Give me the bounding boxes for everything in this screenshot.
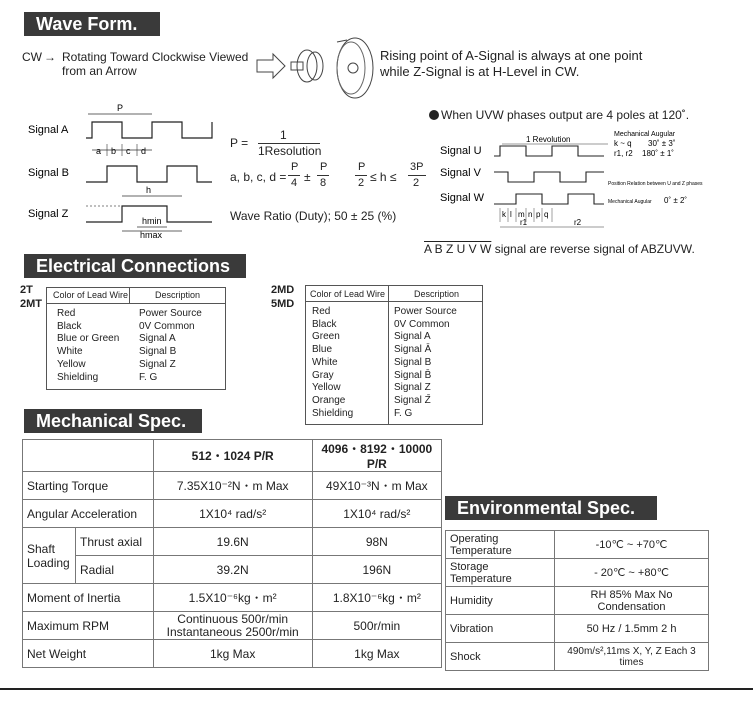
k-label: k [502, 210, 506, 219]
signal-v-label: Signal V [440, 167, 481, 179]
radial-label: Radial [76, 556, 154, 584]
signal-z-label: Signal Z [28, 208, 69, 220]
bottom-rule [0, 688, 753, 690]
rising-point-text-2: while Z-Signal is at H-Level in CW. [380, 64, 580, 79]
right-descriptions [394, 306, 457, 420]
rpm-continuous: Continuous 500r/min [177, 611, 289, 626]
net-weight-2: 1kg Max [312, 640, 441, 668]
radial-2: 196N [312, 556, 441, 584]
b-interval-label: b [111, 146, 117, 156]
model-left-2: 2MT [20, 298, 42, 310]
table-row: Signal B̄ [394, 369, 432, 381]
mechanical-augular-label: Mechanical Augular [614, 131, 676, 138]
table-row: Green [312, 331, 340, 343]
col-color-left: Color of Lead Wire [53, 290, 129, 300]
table-row: White [57, 346, 83, 358]
net-weight-1: 1kg Max [153, 640, 312, 668]
table-row: Signal B [394, 356, 432, 368]
signal-a-label: Signal A [28, 124, 69, 136]
bullet-icon [429, 110, 439, 120]
h-label: h [146, 185, 152, 195]
col-color-right: Color of Lead Wire [310, 289, 386, 299]
table-row: 0V Common [139, 320, 195, 332]
q-label: q [544, 210, 549, 219]
shaft-label: Shaft [27, 541, 56, 556]
thrust-label: Thrust axial [76, 528, 154, 556]
storage-temp-value: - 20℃ ~ +80℃ [555, 559, 709, 587]
table-row: 0V Common [394, 318, 450, 330]
table-row: Red [57, 308, 76, 319]
mechanical-spec-table [22, 439, 442, 668]
l-label: l [510, 210, 512, 219]
wave-form-header [24, 12, 160, 36]
vibration-label: Vibration [446, 615, 555, 643]
abz-waveform-diagram [26, 100, 226, 245]
environmental-header [445, 496, 657, 520]
mechanical-augular-2-label: Mechanical Augular [608, 199, 652, 205]
col-4096-10000: 4096・8192・10000 P/R [312, 440, 441, 472]
col-desc-left: Description [155, 290, 201, 300]
model-right-1: 2MD [271, 284, 295, 296]
radial-1: 39.2N [153, 556, 312, 584]
one-revolution-label: 1 Revolution [526, 135, 571, 144]
starting-torque-2: 49X10⁻³N・m Max [312, 472, 441, 500]
m-label: m [518, 210, 525, 219]
table-row: Power Source [139, 308, 202, 319]
reverse-signal-text: signal are reverse signal of ABZUVW. [494, 242, 695, 256]
kq-label: k ~ q [614, 139, 632, 148]
table-row: Black [57, 320, 82, 332]
encoder-drawing-icon [255, 36, 375, 108]
a-interval-label: a [96, 146, 102, 156]
table-row: Signal Ā [394, 344, 432, 356]
angular-accel-label: Angular Acceleration [23, 500, 154, 528]
table-row: F. G [139, 371, 158, 383]
left-descriptions [139, 308, 202, 384]
position-relation-label: Position Relation between U and Z phases [608, 181, 703, 187]
table-row: Yellow [57, 358, 86, 370]
p-fraction-numerator: 1 [280, 128, 287, 142]
mechanical-title: Mechanical Spec. [36, 411, 187, 431]
p2-numerator: P [358, 161, 366, 173]
plus-minus-sign: ± [304, 170, 311, 184]
left-colors [57, 308, 119, 384]
r1r2-value: 180˚ ± 1˚ [642, 149, 674, 158]
rpm-label: Maximum RPM [23, 612, 154, 640]
c-interval-label: c [126, 146, 131, 156]
environmental-title: Environmental Spec. [457, 498, 636, 518]
reverse-signal-note [424, 242, 695, 256]
p2-denominator: 2 [358, 177, 365, 189]
inertia-1: 1.5X10⁻⁶kg・m² [153, 584, 312, 612]
col-512-1024: 512・1024 P/R [153, 440, 312, 472]
3p-denominator: 2 [413, 177, 420, 189]
loading-label: Loading [27, 555, 70, 570]
table-row: Signal B [139, 346, 177, 358]
col-desc-right: Description [414, 289, 460, 299]
table-row: Shielding [312, 407, 354, 419]
table-row: Signal Z̄ [394, 394, 431, 406]
starting-torque-label: Starting Torque [23, 472, 154, 500]
model-left-1: 2T [20, 284, 33, 296]
d-interval-label: d [141, 146, 147, 156]
table-row: Shielding [57, 371, 99, 383]
r2-label: r2 [574, 218, 582, 227]
signal-w-label: Signal W [440, 192, 485, 204]
humidity-label: Humidity [446, 587, 555, 615]
right-colors [312, 306, 353, 420]
shock-label: Shock [446, 643, 555, 671]
h-inequality: ≤ h ≤ [370, 170, 397, 184]
angular-accel-1: 1X10⁴ rad/s² [153, 500, 312, 528]
operating-temp-value: -10℃ ~ +70℃ [555, 531, 709, 559]
lead-wire-table-left [46, 287, 226, 390]
cw-description-1: Rotating Toward Clockwise Viewed [62, 50, 249, 64]
table-row: Orange [312, 394, 346, 406]
table-row: Yellow [312, 382, 341, 394]
uvw-note: When UVW phases output are 4 poles at 120˚. [441, 108, 690, 122]
inertia-2: 1.8X10⁻⁶kg・m² [312, 584, 441, 612]
kq-value: 30˚ ± 3˚ [648, 139, 676, 148]
abcd-equals-label: a, b, c, d = [230, 170, 287, 184]
table-row: Blue or Green [57, 333, 120, 345]
r1r2-label: r1, r2 [614, 149, 633, 158]
net-weight-label: Net Weight [23, 640, 154, 668]
mechanical-header [24, 409, 202, 433]
table-row: Power Source [394, 306, 457, 317]
p8-denominator: 8 [320, 177, 327, 189]
table-row: Signal A [139, 333, 176, 345]
duty-ratio-text: Wave Ratio (Duty); 50 ± 25 (%) [230, 209, 397, 223]
3p-numerator: 3P [410, 161, 424, 173]
wave-form-title: Wave Form. [36, 14, 138, 34]
rpm-2: 500r/min [312, 612, 441, 640]
cw-label: CW [22, 50, 42, 64]
table-row: Black [312, 318, 337, 330]
period-p-label: P [117, 103, 124, 113]
table-row: Signal Z [394, 382, 431, 394]
hmin-label: hmin [142, 216, 162, 226]
uvw-waveform-diagram [438, 126, 708, 236]
lead-wire-table-right [305, 285, 483, 425]
table-row: Blue [312, 344, 333, 356]
p8-numerator: P [320, 161, 328, 173]
rising-point-text-1: Rising point of A-Signal is always at one point [380, 48, 643, 63]
electrical-title: Electrical Connections [36, 256, 231, 276]
p-fraction-denominator: 1Resolution [258, 144, 322, 158]
hmax-label: hmax [140, 230, 163, 240]
p-label: p [536, 210, 541, 219]
cw-description-2: from an Arrow [62, 64, 137, 78]
shock-value: 490m/s²,11ms X, Y, Z Each 3 times [555, 643, 709, 671]
p4-numerator: P [291, 161, 299, 173]
table-row: Red [312, 306, 331, 317]
thrust-2: 98N [312, 528, 441, 556]
electrical-header [24, 254, 246, 278]
n-label: n [528, 210, 533, 219]
inertia-label: Moment of Inertia [23, 584, 154, 612]
operating-temp-label: Operating Temperature [446, 531, 555, 559]
table-row: Signal Z [139, 358, 176, 370]
humidity-value: RH 85% Max No Condensation [555, 587, 709, 615]
angular-accel-2: 1X10⁴ rad/s² [312, 500, 441, 528]
p4-denominator: 4 [291, 177, 298, 189]
reverse-signal-letters: A B Z U V W [424, 242, 492, 256]
rpm-instantaneous: Instantaneous 2500r/min [166, 624, 299, 639]
model-right-2: 5MD [271, 298, 295, 310]
environmental-spec-table [445, 530, 709, 671]
table-row: White [312, 356, 338, 368]
vibration-value: 50 Hz / 1.5mm 2 h [555, 615, 709, 643]
thrust-1: 19.6N [153, 528, 312, 556]
mechanical-augular-2-value: 0˚ ± 2˚ [664, 196, 688, 205]
cw-arrow-icon: → [44, 50, 56, 64]
signal-b-label: Signal B [28, 167, 69, 179]
table-row: Signal A [394, 331, 431, 343]
table-row: Gray [312, 369, 334, 381]
r1-label: r1 [520, 218, 528, 227]
starting-torque-1: 7.35X10⁻²N・m Max [153, 472, 312, 500]
storage-temp-label: Storage Temperature [446, 559, 555, 587]
signal-u-label: Signal U [440, 145, 482, 157]
p-equals-label: P = [230, 136, 249, 150]
table-row: F. G [394, 407, 413, 419]
